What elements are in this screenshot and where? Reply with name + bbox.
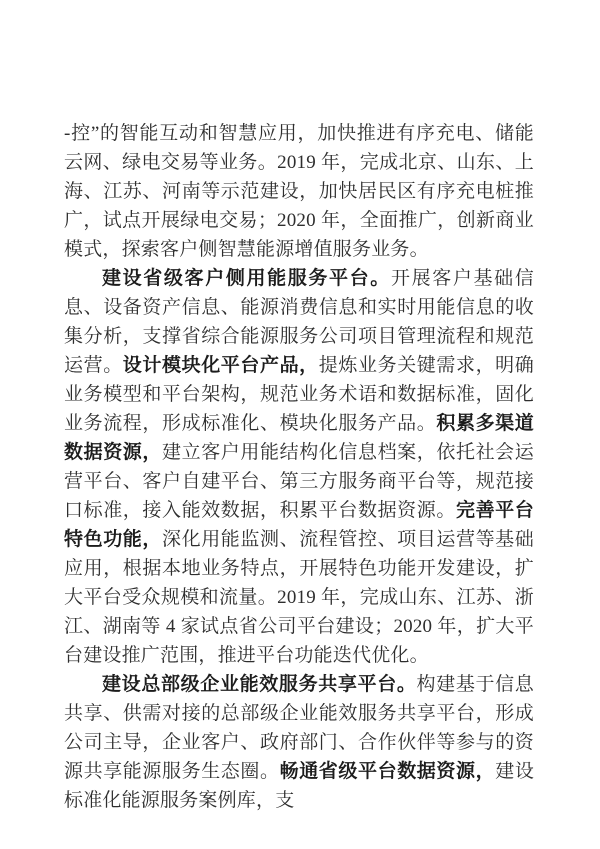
text-run-bold: 建设省级客户侧用能服务平台。 [102,268,391,289]
text-run: 提炼业务关键需求，明确业务模型和平台架构，规范业务术语和数据标准，固化业务流程，形成标准化、模块化服务产品。 [64,355,534,434]
document-body [64,119,534,815]
text-run-bold: 完善平台特色功能， [64,500,534,550]
text-run: 深化用能监测、流程管控、项目运营等基础应用，根据本地业务特点，开展特色功能开发建设，扩大平台受众规模和流量。2019 年，完成山东、江苏、浙江、湖南等 4 家试点省公司平台建设；2020 年，扩大平台建设推广范围，推进平台功能迭代优化。 [64,529,534,666]
text-run: 建立客户用能结构化信息档案，依托社会运营平台、客户自建平台、第三方服务商平台等，规范接口标准，接入能效数据，积累平台数据资源。 [64,442,534,521]
text-run: 建设标准化能源服务案例库，支 [64,761,535,811]
text-run-bold: 畅通省级平台数据资源， [279,761,496,782]
text-run: 构建基于信息共享、供需对接的总部级企业能效服务共享平台，形成公司主导，企业客户、政府部门、合作伙伴等参与的资源共享能源服务生态圈。 [64,674,535,782]
text-run-bold: 建设总部级企业能效服务共享平台。 [102,674,417,695]
text-run-bold: 积累多渠道数据资源， [64,413,534,463]
text-run: 开展客户基础信息、设备资产信息、能源消费信息和实时用能信息的收集分析，支撑省综合能源服务公司项目管理流程和规范运营。 [64,268,534,376]
paragraph [64,264,534,670]
text-run-bold: 设计模块化平台产品， [122,355,319,376]
paragraph [64,119,534,264]
text-run: -控”的智能互动和智慧应用，加快推进有序充电、储能云网、绿电交易等业务。2019 年，完成北京、山东、上海、江苏、河南等示范建设，加快居民区有序充电桩推广，试点开展绿电交易；2020 年，全面推广，创新商业模式，探索客户侧智慧能源增值服务业务。 [64,123,534,260]
paragraph [64,670,534,815]
